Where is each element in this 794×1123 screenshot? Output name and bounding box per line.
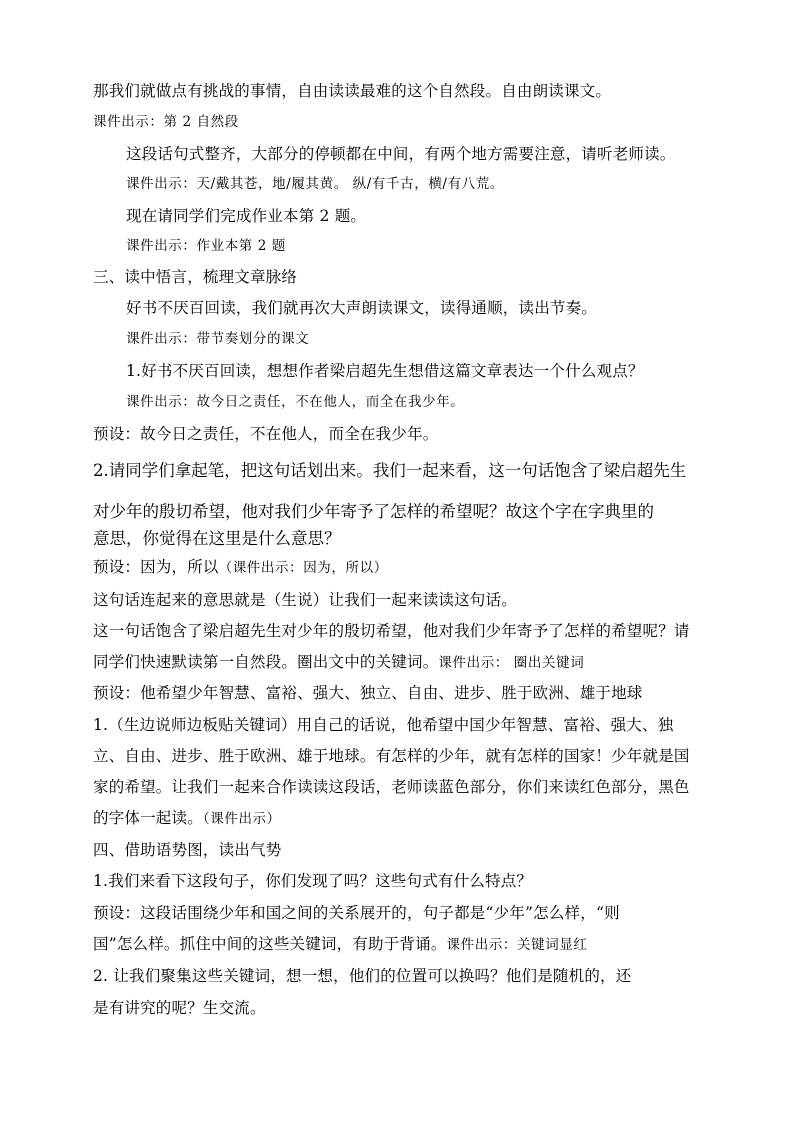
question-line: 1.好书不厌百回读，想想作者梁启超先生想借这篇文章表达一个什么观点？ bbox=[126, 362, 644, 380]
slide-note: 课件出示：关键词显红 bbox=[446, 937, 588, 953]
paragraph-line: 这一句话饱含了梁启超先生对少年的殷切希望，他对我们少年寄予了怎样的希望呢？请 bbox=[93, 622, 690, 640]
paragraph-text: 国”怎么样。抓住中间的这些关键词，有助于背诵。 bbox=[93, 935, 447, 953]
paragraph-line: 立、自由、进步、胜于欧洲、雄于地球。有怎样的少年，就有怎样的国家！少年就是国 bbox=[93, 747, 690, 765]
paragraph-text: 的字体一起读。 bbox=[93, 809, 203, 827]
paragraph-line bbox=[93, 811, 281, 827]
paragraph-line: 这句话连起来的意思就是（生说）让我们一起来读读这句话。 bbox=[93, 591, 517, 609]
paragraph-line: 现在请同学们完成作业本第 2 题。 bbox=[126, 207, 367, 225]
section-heading: 四、借助语势图，读出气势 bbox=[93, 841, 282, 859]
preset-answer bbox=[93, 560, 388, 576]
slide-note: 课件出示：第 2 自然段 bbox=[93, 114, 239, 130]
preset-answer: 预设：他希望少年智慧、富裕、强大、独立、自由、进步、胜于欧洲、雄于地球 bbox=[93, 684, 643, 702]
preset-answer: 预设：故今日之责任，不在他人，而全在我少年。 bbox=[93, 425, 439, 443]
slide-note: 课件出示：天/戴其苍，地/履其黄。 纵/有千古，横/有八荒。 bbox=[126, 176, 504, 192]
slide-note: 课件出示：作业本第 2 题 bbox=[126, 238, 286, 254]
paragraph-line: 好书不厌百回读，我们就再次大声朗读课文，读得通顺，读出节奏。 bbox=[126, 299, 598, 317]
preset-answer: 预设：这段话围绕少年和国之间的关系展开的，句子都是“少年”怎么样，“则 bbox=[93, 904, 620, 922]
slide-note: 课件出示： 圈出关键词 bbox=[438, 655, 585, 671]
paragraph-line: 是有讲究的呢？生交流。 bbox=[93, 999, 266, 1017]
paragraph-line bbox=[93, 937, 588, 953]
slide-note: （课件出示） bbox=[202, 811, 281, 827]
question-line: 2. 让我们聚集这些关键词，想一想，他们的位置可以换吗？他们是随机的，还 bbox=[93, 967, 632, 985]
preset-text: 预设：因为，所以 bbox=[93, 558, 219, 576]
paragraph-line: 这段话句式整齐，大部分的停顿都在中间，有两个地方需要注意，请听老师读。 bbox=[126, 145, 676, 163]
question-line: 2.请同学们拿起笔，把这句话划出来。我们一起来看，这一句话饱含了梁启超先生 bbox=[93, 461, 687, 480]
question-line: 1.我们来看下这段句子，你们发现了吗？这些句式有什么特点？ bbox=[93, 872, 533, 890]
slide-note: 课件出示：带节奏划分的课文 bbox=[126, 331, 310, 347]
slide-note: （课件出示：因为，所以） bbox=[218, 560, 388, 576]
section-heading: 三、读中悟言，梳理文章脉络 bbox=[93, 268, 298, 286]
paragraph-line: 1.（生边说师边板贴关键词）用自己的话说，他希望中国少年智慧、富裕、强大、独 bbox=[93, 716, 674, 734]
paragraph-line bbox=[93, 655, 584, 671]
paragraph-text: 同学们快速默读第一自然段。圈出文中的关键词。 bbox=[93, 653, 439, 671]
paragraph-line: 对少年的殷切希望，他对我们少年寄予了怎样的希望呢？故这个字在字典里的 bbox=[93, 502, 654, 521]
paragraph-line: 那我们就做点有挑战的事情，自由读读最难的这个自然段。自由朗读课文。 bbox=[93, 82, 612, 100]
slide-note: 课件出示：故今日之责任，不在他人，而全在我少年。 bbox=[126, 394, 465, 410]
paragraph-line: 意思，你觉得在这里是什么意思？ bbox=[93, 529, 341, 548]
paragraph-line: 家的希望。让我们一起来合作读读这段话，老师读蓝色部分，你们来读红色部分，黑色 bbox=[93, 778, 690, 796]
